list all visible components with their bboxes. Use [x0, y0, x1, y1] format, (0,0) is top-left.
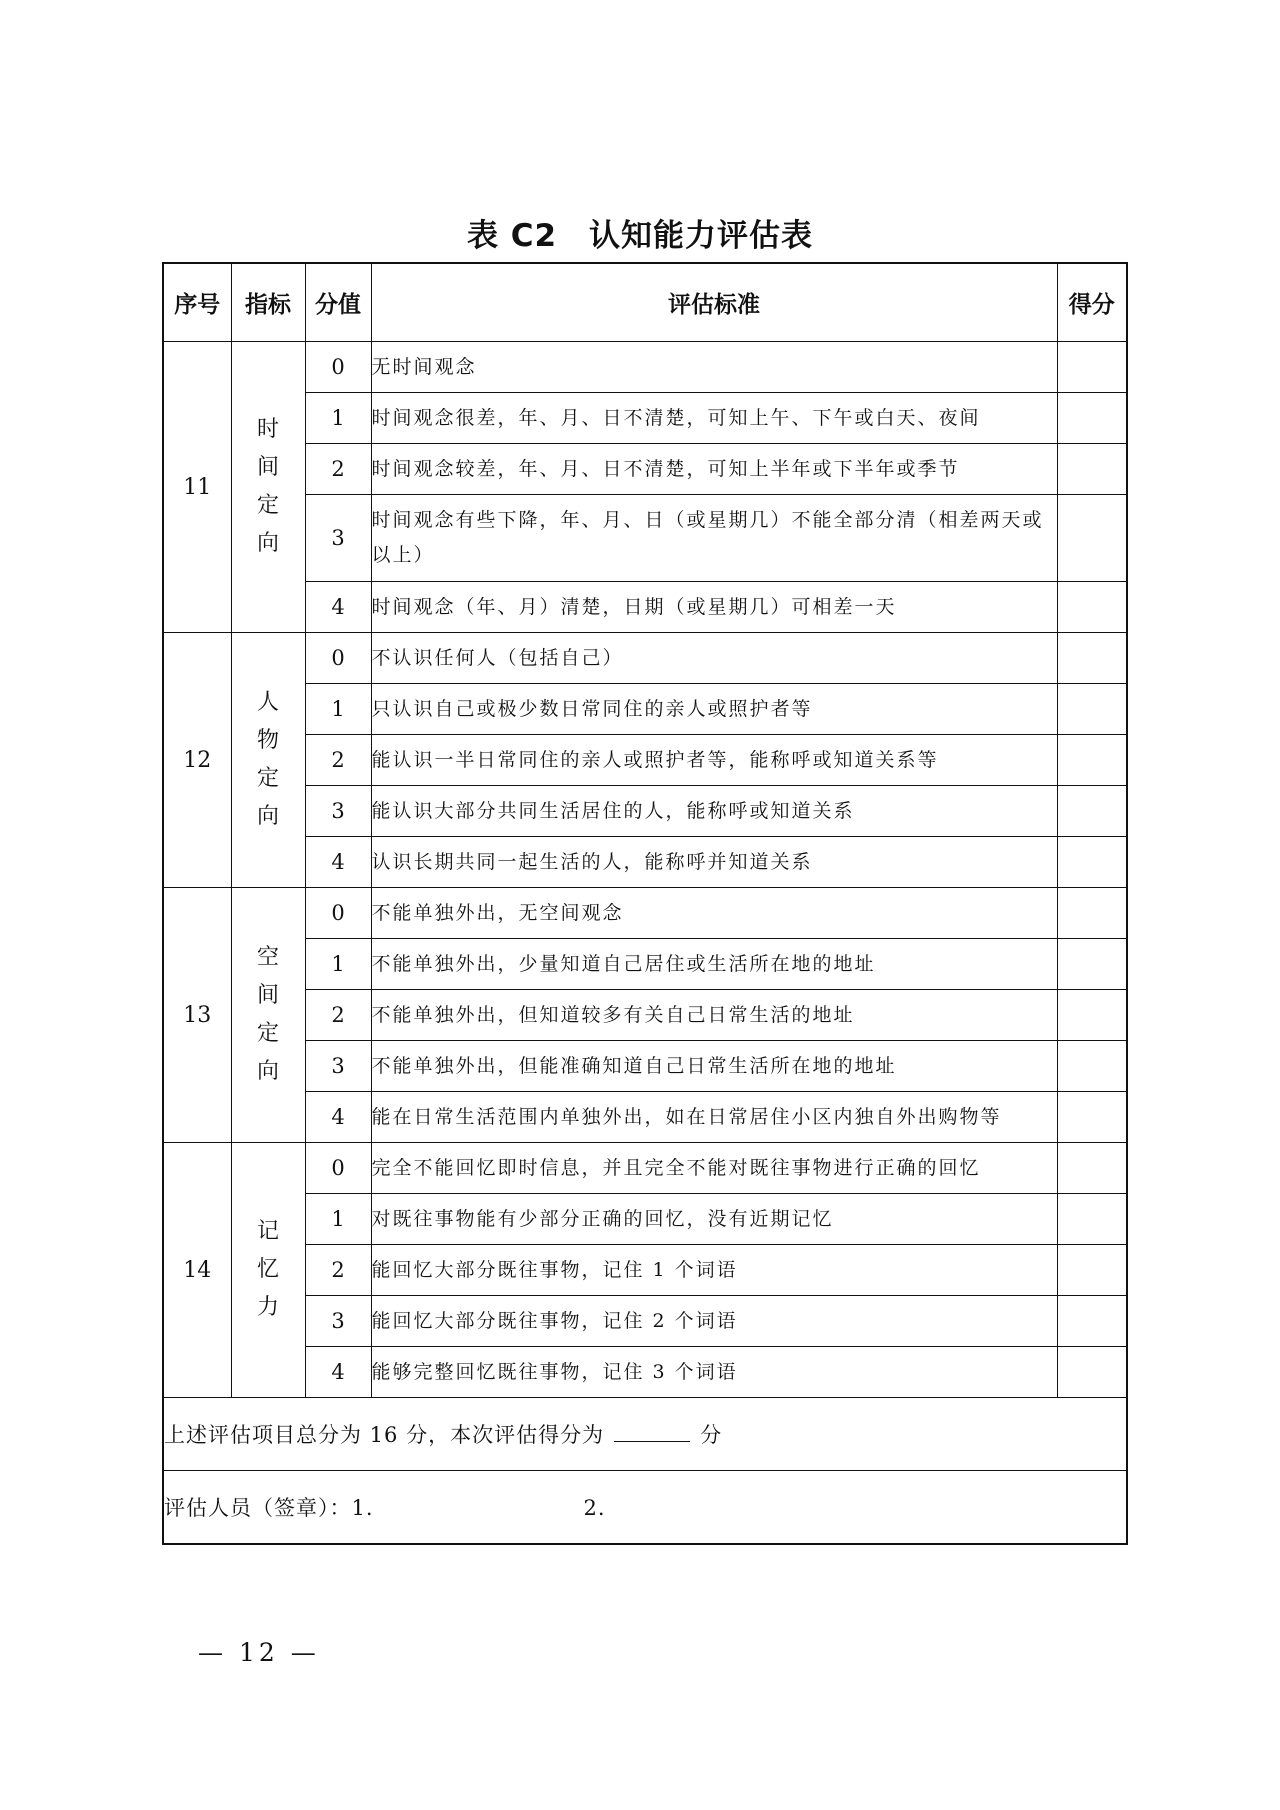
- score-value: 2: [305, 444, 371, 495]
- score-value: 0: [305, 888, 371, 939]
- total-unit: 分: [700, 1423, 723, 1447]
- total-score-blank[interactable]: [614, 1421, 690, 1442]
- points-cell[interactable]: [1057, 684, 1127, 735]
- points-cell[interactable]: [1057, 633, 1127, 684]
- score-value: 0: [305, 342, 371, 393]
- criteria-text: 对既往事物能有少部分正确的回忆，没有近期记忆: [371, 1194, 1057, 1245]
- table-row: [163, 444, 1127, 495]
- score-value: 2: [305, 1245, 371, 1296]
- criteria-text: 完全不能回忆即时信息，并且完全不能对既往事物进行正确的回忆: [371, 1143, 1057, 1194]
- score-value: 1: [305, 684, 371, 735]
- table-row: [163, 786, 1127, 837]
- signature-2: 2.: [583, 1496, 606, 1520]
- points-cell[interactable]: [1057, 1194, 1127, 1245]
- score-value: 0: [305, 1143, 371, 1194]
- table-row: [163, 495, 1127, 582]
- table-row: [163, 1092, 1127, 1143]
- table-row: [163, 735, 1127, 786]
- points-cell[interactable]: [1057, 393, 1127, 444]
- table-row: [163, 1194, 1127, 1245]
- item-number: 13: [163, 888, 231, 1143]
- table-row: [163, 888, 1127, 939]
- indicator-label: 记忆力: [256, 1219, 279, 1320]
- score-value: 4: [305, 1347, 371, 1398]
- table-body: [163, 342, 1127, 1398]
- indicator-label: 人物定向: [256, 690, 279, 829]
- points-cell[interactable]: [1057, 444, 1127, 495]
- criteria-text: 无时间观念: [371, 342, 1057, 393]
- table-row: [163, 1143, 1127, 1194]
- score-value: 1: [305, 939, 371, 990]
- points-cell[interactable]: [1057, 1092, 1127, 1143]
- criteria-text: 能在日常生活范围内单独外出，如在日常居住小区内独自外出购物等: [371, 1092, 1057, 1143]
- assessment-table: [162, 262, 1128, 1545]
- points-cell[interactable]: [1057, 1347, 1127, 1398]
- points-cell[interactable]: [1057, 495, 1127, 582]
- indicator-cell: [231, 888, 305, 1143]
- indicator-cell: [231, 342, 305, 633]
- header-indicator: 指标: [231, 263, 305, 342]
- criteria-text: 认识长期共同一起生活的人，能称呼并知道关系: [371, 837, 1057, 888]
- criteria-text: 能回忆大部分既往事物，记住 2 个词语: [371, 1296, 1057, 1347]
- score-value: 1: [305, 1194, 371, 1245]
- header-points: 得分: [1057, 263, 1127, 342]
- score-value: 2: [305, 735, 371, 786]
- criteria-text: 不能单独外出，无空间观念: [371, 888, 1057, 939]
- total-row: [163, 1398, 1127, 1471]
- table-row: [163, 1347, 1127, 1398]
- table-title: 表 C2 认知能力评估表: [466, 218, 814, 254]
- score-value: 4: [305, 1092, 371, 1143]
- score-value: 3: [305, 786, 371, 837]
- criteria-text: 时间观念（年、月）清楚，日期（或星期几）可相差一天: [371, 582, 1057, 633]
- points-cell[interactable]: [1057, 1041, 1127, 1092]
- indicator-cell: [231, 1143, 305, 1398]
- criteria-text: 能够完整回忆既往事物，记住 3 个词语: [371, 1347, 1057, 1398]
- signature-row: [163, 1471, 1127, 1545]
- table-row: [163, 633, 1127, 684]
- total-text: 上述评估项目总分为 16 分，本次评估得分为: [164, 1423, 605, 1447]
- table-row: [163, 342, 1127, 393]
- points-cell[interactable]: [1057, 837, 1127, 888]
- indicator-label: 空间定向: [256, 945, 279, 1084]
- score-value: 3: [305, 1296, 371, 1347]
- header-row: [163, 263, 1127, 342]
- header-seq: 序号: [163, 263, 231, 342]
- item-number: 11: [163, 342, 231, 633]
- criteria-text: 不能单独外出，但知道较多有关自己日常生活的地址: [371, 990, 1057, 1041]
- criteria-text: 时间观念有些下降，年、月、日（或星期几）不能全部分清（相差两天或以上）: [371, 495, 1057, 582]
- item-number: 12: [163, 633, 231, 888]
- total-cell: [163, 1398, 1127, 1471]
- table-row: [163, 990, 1127, 1041]
- criteria-text: 不能单独外出，但能准确知道自己日常生活所在地的地址: [371, 1041, 1057, 1092]
- criteria-text: 能认识大部分共同生活居住的人，能称呼或知道关系: [371, 786, 1057, 837]
- points-cell[interactable]: [1057, 582, 1127, 633]
- criteria-text: 能认识一半日常同住的亲人或照护者等，能称呼或知道关系等: [371, 735, 1057, 786]
- score-value: 2: [305, 990, 371, 1041]
- score-value: 3: [305, 1041, 371, 1092]
- points-cell[interactable]: [1057, 888, 1127, 939]
- points-cell[interactable]: [1057, 990, 1127, 1041]
- signature-label: 评估人员（签章）：1.: [164, 1496, 374, 1520]
- criteria-text: 时间观念较差，年、月、日不清楚，可知上半年或下半年或季节: [371, 444, 1057, 495]
- table-row: [163, 837, 1127, 888]
- score-value: 3: [305, 495, 371, 582]
- score-value: 0: [305, 633, 371, 684]
- points-cell[interactable]: [1057, 1296, 1127, 1347]
- points-cell[interactable]: [1057, 735, 1127, 786]
- score-value: 4: [305, 582, 371, 633]
- points-cell[interactable]: [1057, 939, 1127, 990]
- score-value: 4: [305, 837, 371, 888]
- signature-cell: [163, 1471, 1127, 1545]
- table-row: [163, 1041, 1127, 1092]
- points-cell[interactable]: [1057, 1245, 1127, 1296]
- table-row: [163, 1296, 1127, 1347]
- item-number: 14: [163, 1143, 231, 1398]
- criteria-text: 不认识任何人（包括自己）: [371, 633, 1057, 684]
- table-row: [163, 939, 1127, 990]
- criteria-text: 不能单独外出，少量知道自己居住或生活所在地的地址: [371, 939, 1057, 990]
- criteria-text: 时间观念很差，年、月、日不清楚，可知上午、下午或白天、夜间: [371, 393, 1057, 444]
- score-value: 1: [305, 393, 371, 444]
- table-row: [163, 1245, 1127, 1296]
- points-cell[interactable]: [1057, 786, 1127, 837]
- header-criteria: 评估标准: [371, 263, 1057, 342]
- criteria-text: 只认识自己或极少数日常同住的亲人或照护者等: [371, 684, 1057, 735]
- table-row: [163, 582, 1127, 633]
- header-score: 分值: [305, 263, 371, 342]
- criteria-text: 能回忆大部分既往事物，记住 1 个词语: [371, 1245, 1057, 1296]
- points-cell[interactable]: [1057, 1143, 1127, 1194]
- page-number: — 12 —: [198, 1638, 320, 1667]
- table-row: [163, 393, 1127, 444]
- indicator-label: 时间定向: [256, 417, 279, 556]
- indicator-cell: [231, 633, 305, 888]
- table-row: [163, 684, 1127, 735]
- points-cell[interactable]: [1057, 342, 1127, 393]
